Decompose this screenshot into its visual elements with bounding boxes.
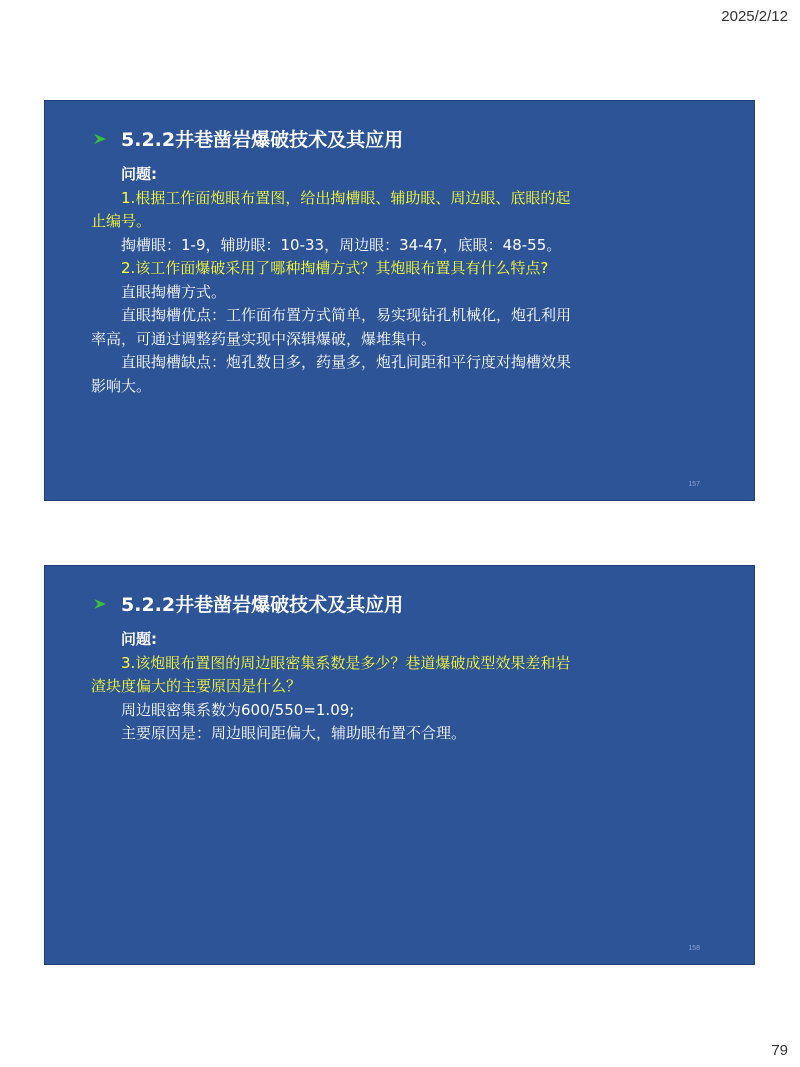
question-1: 1.根据工作面炮眼布置图，给出掏槽眼、辅助眼、周边眼、底眼的起止编号。: [91, 188, 571, 230]
slide-title-text: 5.2.2井巷凿岩爆破技术及其应用: [121, 594, 404, 616]
answer-3-coefficient: 周边眼密集系数为600/550=1.09;: [121, 700, 355, 719]
slide-title: [93, 125, 403, 152]
slide-title-text: 5.2.2井巷凿岩爆破技术及其应用: [121, 129, 404, 151]
answer-2-advantages: 直眼掏槽优点：工作面布置方式简单，易实现钻孔机械化，炮孔利用率高，可通过调整药量实现中深辑爆破，爆堆集中。: [91, 306, 572, 348]
question-3: 3.该炮眼布置图的周边眼密集系数是多少？巷道爆破成型效果差和岩渣块度偏大的主要原因是什么？: [91, 653, 571, 695]
question-label: 问题:: [121, 630, 157, 648]
page-date: 2025/2/12: [721, 8, 788, 25]
slide-body: [91, 163, 571, 398]
question-2: 2.该工作面爆破采用了哪种掏槽方式？其炮眼布置具有什么特点?: [121, 259, 549, 277]
answer-3-reason: 主要原因是：周边眼间距偏大，辅助眼布置不合理。: [121, 724, 467, 742]
slide-157: [44, 100, 755, 501]
page-number: 79: [771, 1042, 788, 1059]
slide-title: [93, 590, 403, 617]
answer-2-method: 直眼掏槽方式。: [121, 282, 227, 301]
slide-number: 157: [688, 481, 700, 488]
answer-2-disadvantages: 直眼掏槽缺点：炮孔数目多，药量多，炮孔间距和平行度对掏槽效果影响大。: [91, 353, 572, 395]
slide-body: [91, 628, 571, 746]
arrow-bullet-icon: [93, 132, 107, 146]
slide-158: [44, 565, 755, 965]
answer-1: 掏槽眼：1-9，辅助眼：10-33，周边眼：34-47，底眼：48-55。: [121, 235, 562, 254]
slide-number: 158: [688, 945, 700, 952]
arrow-bullet-icon: [93, 597, 107, 611]
question-label: 问题:: [121, 165, 157, 183]
